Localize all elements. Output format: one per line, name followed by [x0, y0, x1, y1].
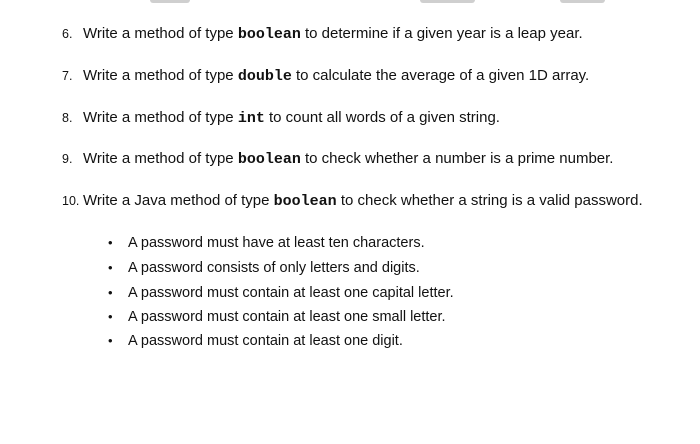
- type-keyword: boolean: [237, 26, 301, 43]
- question-8: [62, 108, 500, 129]
- question-10: [62, 191, 643, 212]
- question-text: Write a method of type: [83, 150, 238, 167]
- question-text-end: to calculate the average of a given 1D array.: [291, 67, 590, 84]
- question-9: [62, 149, 613, 170]
- bullet-icon: •: [108, 333, 113, 348]
- question-text: Write a method of type: [83, 109, 238, 126]
- password-rule-item: [108, 331, 403, 351]
- question-6: [62, 24, 583, 45]
- bullet-icon: •: [108, 235, 113, 250]
- password-rule-item: [108, 233, 425, 253]
- question-text: Write a method of type: [83, 67, 238, 84]
- question-number: 6.: [62, 27, 73, 41]
- question-number: 7.: [62, 69, 73, 83]
- question-number: 8.: [62, 111, 73, 125]
- rule-text: A password must contain at least one capital letter.: [128, 285, 454, 301]
- question-text-end: to determine if a given year is a leap year.: [300, 25, 583, 42]
- password-rule-item: [108, 283, 454, 303]
- question-text-end: to check whether a string is a valid password.: [336, 192, 643, 209]
- type-keyword: boolean: [237, 151, 301, 168]
- rule-text: A password must have at least ten characters.: [128, 235, 425, 251]
- question-number: 9.: [62, 152, 73, 166]
- bullet-icon: •: [108, 260, 113, 275]
- type-keyword: int: [237, 110, 265, 127]
- bullet-icon: •: [108, 285, 113, 300]
- rule-text: A password must contain at least one small letter.: [128, 309, 446, 325]
- question-text: Write a Java method of type: [83, 192, 274, 209]
- question-number: 10.: [62, 194, 80, 208]
- question-text-end: to check whether a number is a prime number.: [300, 150, 614, 167]
- rule-text: A password must contain at least one digit.: [128, 333, 403, 349]
- cropped-previous-text: [0, 0, 700, 6]
- password-rule-item: [108, 258, 420, 278]
- question-text: Write a method of type: [83, 25, 238, 42]
- type-keyword: double: [237, 68, 292, 85]
- bullet-icon: •: [108, 309, 113, 324]
- password-rule-item: [108, 307, 446, 327]
- rule-text: A password consists of only letters and digits.: [128, 260, 420, 276]
- question-7: [62, 66, 589, 87]
- question-text-end: to count all words of a given string.: [264, 109, 500, 126]
- type-keyword: boolean: [273, 193, 337, 210]
